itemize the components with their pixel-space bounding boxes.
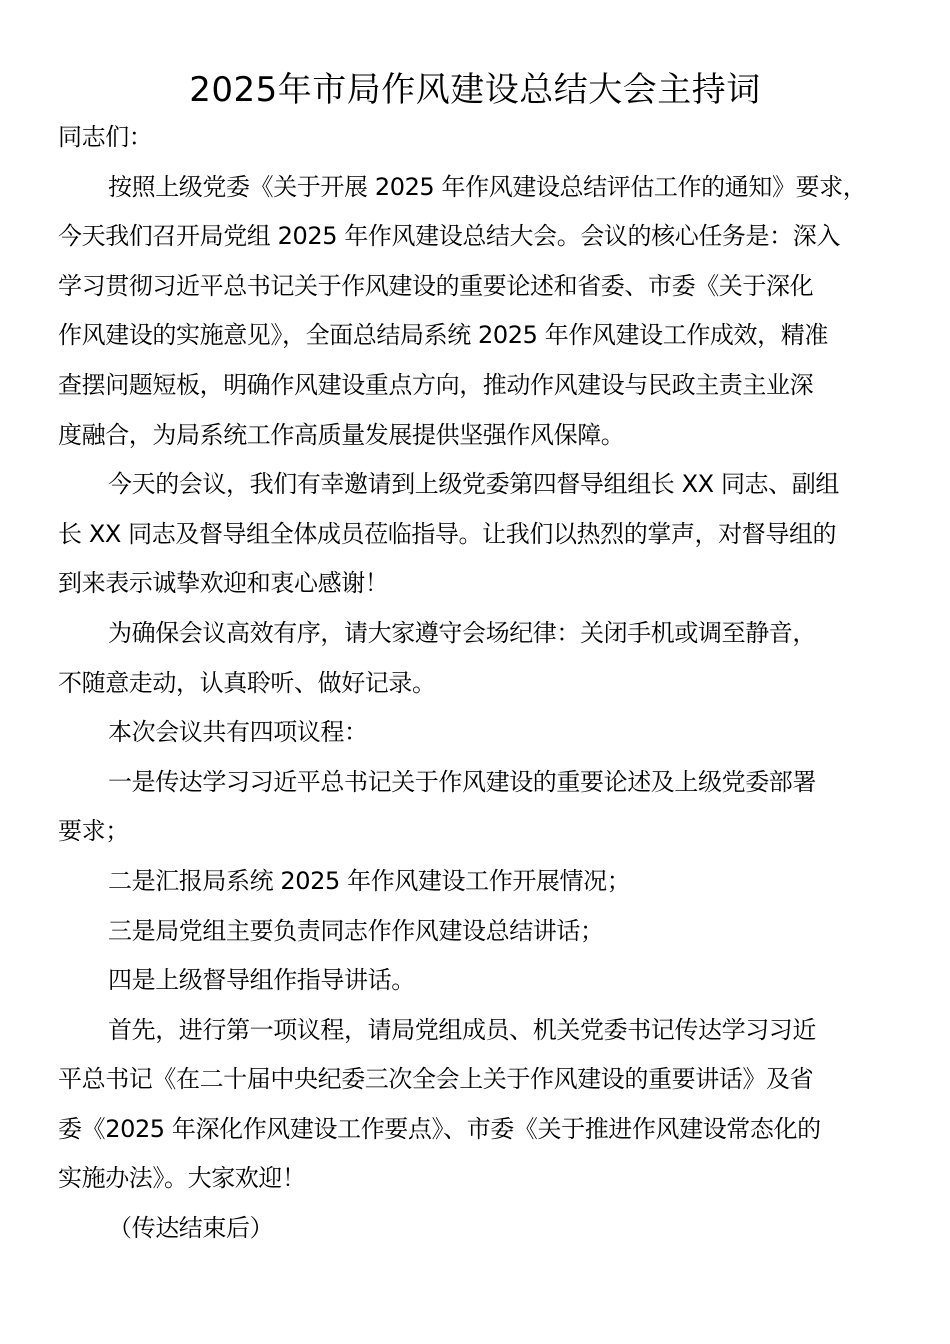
paragraph-intro-line: 作风建设的实施意见》，全面总结局系统 2025 年作风建设工作成效，精准: [58, 321, 828, 350]
agenda-item-3-line: 三是局党组主要负责同志作作风建设总结讲话；: [108, 916, 604, 945]
paragraph-intro-line: 度融合，为局系统工作高质量发展提供坚强作风保障。: [58, 420, 625, 449]
document-body: [58, 113, 918, 1254]
paragraph-welcome-line: 到来表示诚挚欢迎和衷心感谢！: [58, 569, 389, 598]
paragraph-discipline-line: 不随意走动，认真聆听、做好记录。: [58, 668, 436, 697]
agenda-item-4-line: 四是上级督导组作指导讲话。: [108, 966, 415, 995]
agenda-intro-line: 本次会议共有四项议程：: [108, 718, 368, 747]
salutation-line: 同志们：: [58, 123, 153, 151]
agenda-item-1-line: 要求；: [58, 817, 129, 846]
paragraph-discipline-line: 为确保会议高效有序，请大家遵守会场纪律：关闭手机或调至静音，: [108, 618, 816, 647]
stage-direction-line: （传达结束后）: [108, 1214, 274, 1243]
paragraph-intro-line: 查摆问题短板，明确作风建设重点方向，推动作风建设与民政主责主业深: [58, 370, 814, 399]
agenda-item-2-line: 二是汇报局系统 2025 年作风建设工作开展情况；: [108, 866, 631, 895]
paragraph-welcome-line: 长 XX 同志及督导组全体成员莅临指导。让我们以热烈的掌声，对督导组的: [58, 519, 837, 548]
paragraph-first-item-line: 首先，进行第一项议程，请局党组成员、机关党委书记传达学习习近: [108, 1015, 816, 1044]
paragraph-first-item-line: 委《2025 年深化作风建设工作要点》、市委《关于推进作风建设常态化的: [58, 1114, 821, 1143]
paragraph-intro-line: 学习贯彻习近平总书记关于作风建设的重要论述和省委、市委《关于深化: [58, 271, 814, 300]
paragraph-welcome-line: 今天的会议，我们有幸邀请到上级党委第四督导组组长 XX 同志、副组: [108, 470, 839, 499]
paragraph-intro-line: 今天我们召开局党组 2025 年作风建设总结大会。会议的核心任务是：深入: [58, 222, 840, 251]
document-title: 2025年市局作风建设总结大会主持词: [189, 70, 761, 110]
paragraph-intro-line: 按照上级党委《关于开展 2025 年作风建设总结评估工作的通知》要求，: [108, 172, 867, 201]
agenda-item-1-line: 一是传达学习习近平总书记关于作风建设的重要论述及上级党委部署: [108, 767, 816, 796]
paragraph-first-item-line: 实施办法》。大家欢迎！: [58, 1164, 306, 1193]
paragraph-first-item-line: 平总书记《在二十届中央纪委三次全会上关于作风建设的重要讲话》及省: [58, 1065, 814, 1094]
